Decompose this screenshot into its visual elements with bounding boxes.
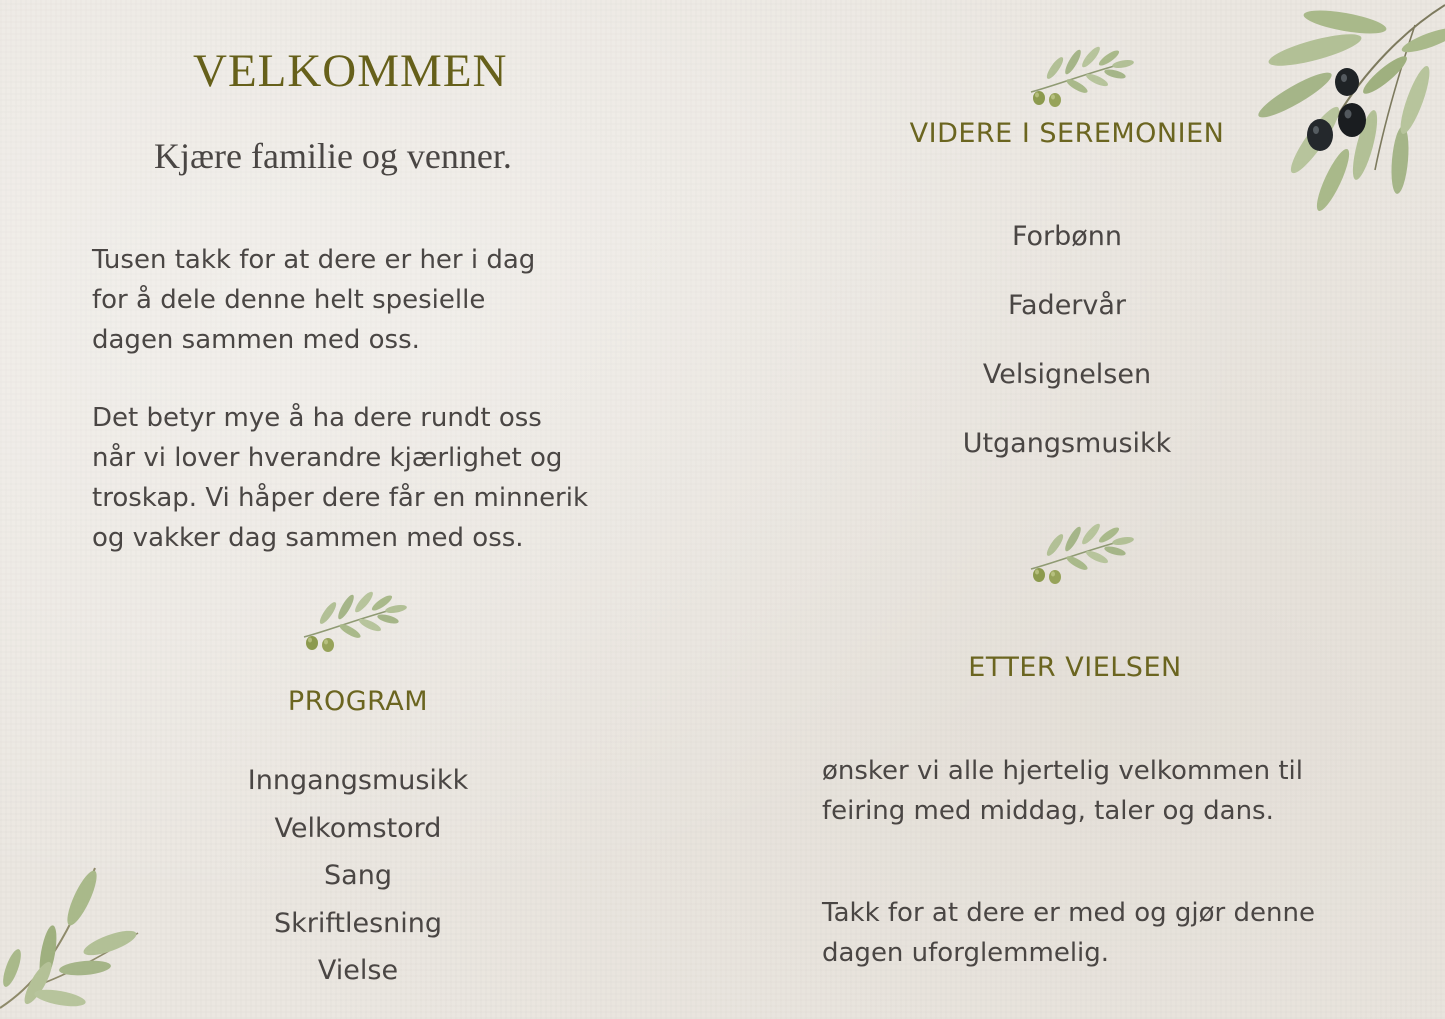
text-line: Takk for at dere er med og gjør denne [822,898,1315,928]
olive-sprig-icon [298,585,408,655]
celebration-paragraph [822,751,1303,831]
text-line: når vi lover hverandre kjærlighet og [92,443,563,473]
text-line: ønsker vi alle hjertelig velkommen til [822,756,1303,786]
olive-sprig-icon [1025,517,1135,587]
program-item: Inngangsmusikk [247,765,469,796]
olive-sprig-icon [1025,40,1135,110]
text-line: og vakker dag sammen med oss. [92,523,524,553]
text-line: feiring med middag, taler og dans. [822,796,1274,826]
program-item: Skriftlesning [273,908,443,939]
ceremony-item: Velsignelsen [982,359,1152,390]
ceremony-item: Fadervår [1007,290,1127,321]
text-line: troskap. Vi håper dere får en minnerik [92,483,589,513]
program-item: Vielse [317,955,399,986]
olive-leaf-corner-icon [0,858,145,1019]
welcome-paragraph [92,240,535,360]
ceremony-item: Forbønn [1011,221,1123,252]
text-line: Tusen takk for at dere er her i dag [92,245,536,275]
thanks-paragraph [822,893,1315,973]
page-title: VELKOMMEN [193,45,508,97]
ceremony-item: Utgangsmusikk [962,428,1172,459]
text-line: for å dele denne helt spesielle [92,285,486,315]
text-line: dagen uforglemmelig. [822,938,1110,968]
program-item: Velkomstord [274,813,442,844]
after-heading: ETTER VIELSEN [968,652,1182,683]
greeting: Kjære familie og venner. [154,136,512,176]
program-item: Sang [324,860,392,891]
ceremony-heading: VIDERE I SEREMONIEN [909,118,1225,149]
program-heading: PROGRAM [287,686,429,717]
text-line: dagen sammen med oss. [92,325,420,355]
olive-branch-corner-icon [1215,0,1445,215]
text-line: Det betyr mye å ha dere rundt oss [92,403,542,433]
vows-paragraph [92,398,588,558]
